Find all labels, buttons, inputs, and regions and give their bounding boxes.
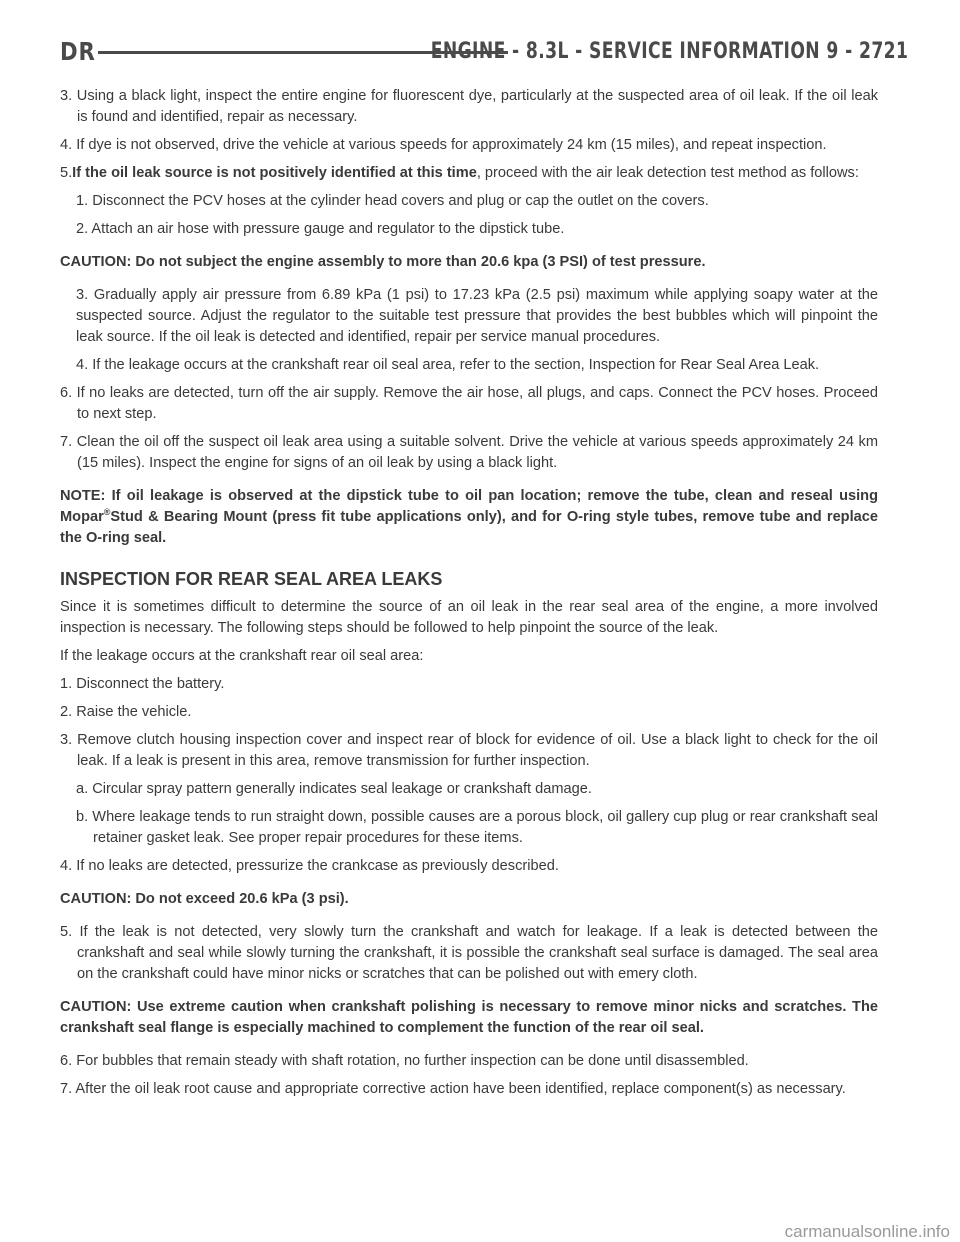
step-5-1: 1. Disconnect the PCV hoses at the cylinder head covers and plug or cap the outlet on the covers. bbox=[76, 193, 709, 209]
step-7: 7. Clean the oil off the suspect oil leak area using a suitable solvent. Drive the vehicle at various speeds approximately 24 km (15 miles). Inspect the engine for signs of an oil leak by using a black light. bbox=[60, 434, 878, 471]
caution-crankcase-pressure: CAUTION: Do not exceed 20.6 kPa (3 psi). bbox=[60, 891, 349, 907]
rear-step-1: 1. Disconnect the battery. bbox=[60, 676, 225, 692]
caution-test-pressure: CAUTION: Do not subject the engine assembly to more than 20.6 kpa (3 PSI) of test pressure. bbox=[60, 254, 706, 270]
step-3: 3. Using a black light, inspect the entire engine for fluorescent dye, particularly at the suspected area of oil leak. If the oil leak is found and identified, repair as necessary. bbox=[60, 88, 878, 125]
header-model-code: DR bbox=[60, 37, 96, 66]
rear-step-3: 3. Remove clutch housing inspection cover and inspect rear of block for evidence of oil. Use a black light to check for the oil leak. If a leak is present in this area, remove transmission for further inspection. bbox=[60, 732, 878, 769]
step-5-number: 5. bbox=[60, 165, 73, 181]
caution-crankshaft-polishing: CAUTION: Use extreme caution when crankshaft polishing is necessary to remove minor nicks and scratches. The crankshaft seal flange is especially machined to complement the function of the rear oil seal. bbox=[60, 999, 878, 1036]
section-title: INSPECTION FOR REAR SEAL AREA LEAKS bbox=[60, 569, 443, 589]
note-text-a: NOTE: If oil leakage is observed at the dipstick tube to oil pan location; remove the tube, clean and reseal using Mopar bbox=[60, 488, 878, 525]
step-4: 4. If dye is not observed, drive the vehicle at various speeds for approximately 24 km (15 miles), and repeat inspection. bbox=[60, 137, 827, 153]
registered-mark: ® bbox=[103, 507, 111, 517]
site-watermark: carmanualsonline.info bbox=[784, 1222, 950, 1241]
step-5-4: 4. If the leakage occurs at the crankshaft rear oil seal area, refer to the section, Inspection for Rear Seal Area Leak. bbox=[76, 357, 820, 373]
rear-step-3b: b. Where leakage tends to run straight down, possible causes are a porous block, oil gallery cup plug or rear crankshaft seal retainer gasket leak. See proper repair procedures for these items. bbox=[76, 809, 878, 846]
section-lead: If the leakage occurs at the crankshaft rear oil seal area: bbox=[60, 648, 424, 664]
step-6: 6. If no leaks are detected, turn off the air supply. Remove the air hose, all plugs, and caps. Connect the PCV hoses. Proceed to next step. bbox=[60, 385, 878, 422]
page-header bbox=[60, 34, 908, 70]
step-5-2: 2. Attach an air hose with pressure gauge and regulator to the dipstick tube. bbox=[76, 221, 565, 237]
header-section-page: ENGINE - 8.3L - SERVICE INFORMATION 9 - 2721 bbox=[430, 39, 908, 64]
rear-step-4: 4. If no leaks are detected, pressurize the crankcase as previously described. bbox=[60, 858, 559, 874]
step-5-emphasis: If the oil leak source is not positively identified at this time bbox=[72, 165, 477, 181]
note-dipstick-tube bbox=[60, 486, 878, 549]
page-content bbox=[60, 86, 878, 1107]
rear-step-6: 6. For bubbles that remain steady with shaft rotation, no further inspection can be done until disassembled. bbox=[60, 1053, 749, 1069]
step-5-text: , proceed with the air leak detection test method as follows: bbox=[476, 165, 859, 181]
section-intro: Since it is sometimes difficult to determine the source of an oil leak in the rear seal area of the engine, a more involved inspection is necessary. The following steps should be followed to help pinpoint the source of the leak. bbox=[60, 599, 878, 636]
rear-step-2: 2. Raise the vehicle. bbox=[60, 704, 192, 720]
note-text-b: Stud & Bearing Mount (press fit tube applications only), and for O-ring style tubes, remove tube and replace the O-ring seal. bbox=[60, 509, 878, 546]
step-5 bbox=[60, 163, 878, 184]
rear-step-3a: a. Circular spray pattern generally indicates seal leakage or crankshaft damage. bbox=[76, 781, 592, 797]
rear-step-5: 5. If the leak is not detected, very slowly turn the crankshaft and watch for leakage. If a leak is detected between the crankshaft and seal while slowly turning the crankshaft, it is possible the crankshaft seal surface is damaged. The seal area on the crankshaft could have minor nicks or scratches that can be polished out with emery cloth. bbox=[60, 924, 878, 982]
step-5-3: 3. Gradually apply air pressure from 6.89 kPa (1 psi) to 17.23 kPa (2.5 psi) maximum while applying soapy water at the suspected source. Adjust the regulator to the suitable test pressure that provides the best bubbles which will pinpoint the leak source. If the oil leak is detected and identified, repair per service manual procedures. bbox=[76, 287, 878, 345]
rear-step-7: 7. After the oil leak root cause and appropriate corrective action have been identified, replace component(s) as necessary. bbox=[60, 1081, 846, 1097]
